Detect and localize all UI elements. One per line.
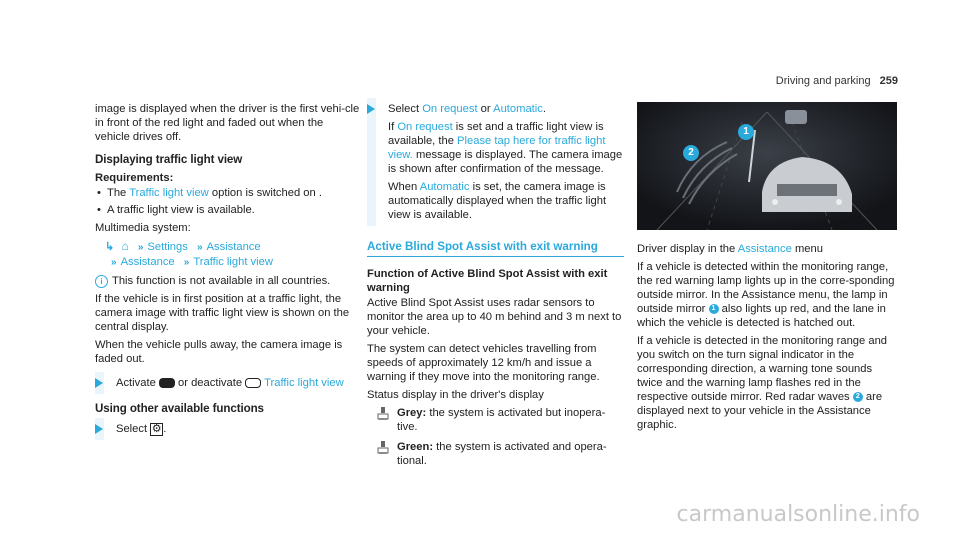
- chevron-right-icon: »: [137, 242, 144, 253]
- heading-other-functions: Using other available functions: [95, 402, 264, 415]
- para-first-position: If the vehicle is in first position at a traffic light, the camera image with traffic light view is shown on the central display.: [95, 293, 350, 333]
- info-icon: i: [95, 275, 108, 288]
- para-turn-signal: If a vehicle is detected in the monitoring range and you switch on the turn signal indicator in the corresponding direction, a warning tone sounds twice and the warning lamp flashes red in the respective outside mirror. Red radar waves 2 are displayed next to your vehicle in the Assistance graphic.: [637, 335, 888, 431]
- heading-requirements: Requirements:: [95, 172, 174, 184]
- status-green: Green: the system is activated and opera-tional.: [377, 440, 624, 468]
- home-icon[interactable]: ⌂: [121, 239, 129, 253]
- return-arrow-icon: ↳: [105, 241, 115, 253]
- image-caption: Driver display in the Assistance menu: [637, 243, 823, 255]
- callout-badge-1: 1: [738, 124, 754, 140]
- status-grey: Grey: the system is activated but inopera-tive.: [377, 406, 624, 434]
- chevron-right-icon: »: [183, 257, 190, 268]
- para-radar: Active Blind Spot Assist uses radar sensors to monitor the area up to 40 m behind and 3 m next to your vehicle.: [367, 297, 622, 337]
- menu-settings[interactable]: Settings: [147, 241, 188, 253]
- chevron-right-icon: »: [196, 242, 203, 253]
- driver-display-image: [637, 102, 897, 230]
- step-arrow-icon: [95, 424, 103, 434]
- automatic-ref: Automatic: [419, 181, 470, 193]
- multimedia-label: Multimedia system:: [95, 222, 191, 234]
- assistance-menu-ref: Assistance: [737, 243, 792, 255]
- on-request-ref: On request: [397, 121, 453, 133]
- please-tap-message: Please tap here for traffic light view.: [388, 135, 606, 161]
- step-bar: [367, 98, 376, 226]
- heading-function: Function of Active Blind Spot Assist with exit warning: [367, 268, 608, 294]
- status-display-label: Status display in the driver's display: [367, 389, 544, 401]
- menu-traffic-light-view[interactable]: Traffic light view: [193, 256, 273, 268]
- section-name: Driving and parking: [775, 75, 871, 87]
- step-select: Select ⚙ .: [95, 422, 360, 436]
- heading-display: Displaying traffic light view: [95, 153, 243, 166]
- para-pulls-away: When the vehicle pulls away, the camera image is faded out.: [95, 339, 343, 365]
- chevron-right-icon: »: [111, 257, 117, 268]
- inline-badge-1: 1: [709, 304, 719, 314]
- info-note: i This function is not available in all countries.: [95, 274, 360, 288]
- section-title: Active Blind Spot Assist with exit warning: [367, 240, 624, 257]
- menu-path: [105, 239, 360, 270]
- requirement-item: • The Traffic light view option is switched on .: [95, 186, 360, 200]
- step-arrow-icon: [367, 104, 375, 114]
- gear-icon[interactable]: ⚙: [151, 422, 162, 435]
- traffic-light-view-link[interactable]: Traffic light view: [129, 187, 209, 199]
- watermark: carmanualsonline.info: [676, 502, 920, 527]
- column-3: [637, 102, 899, 436]
- inline-badge-2: 2: [853, 392, 863, 402]
- page-header: [776, 75, 898, 87]
- intro-text: image is displayed when the driver is the first vehi-cle in front of the red light and faded out when the vehicle drives off.: [95, 103, 360, 143]
- option-on-request[interactable]: On request: [422, 103, 478, 115]
- requirement-item: • A traffic light view is available.: [95, 203, 360, 217]
- column-2: [367, 102, 624, 474]
- column-1: [95, 102, 360, 442]
- step-arrow-icon: [95, 378, 103, 388]
- switch-off-icon[interactable]: [245, 378, 261, 388]
- para-detected: If a vehicle is detected within the monitoring range, the red warning lamp lights up in the corre-sponding outside mirror. In the Assistance menu, the lamp in outside mirror 1 also lights up red, and the lane in which the vehicle is detected is hatched out.: [637, 261, 895, 329]
- blind-spot-illustration: [637, 102, 897, 230]
- blind-spot-status-icon: [377, 440, 389, 454]
- blind-spot-status-icon: [377, 406, 389, 420]
- menu-assistance-sub[interactable]: Assistance: [120, 256, 175, 268]
- page-number: 259: [879, 75, 898, 87]
- traffic-light-view-option[interactable]: Traffic light view: [264, 377, 344, 389]
- callout-badge-2: 2: [683, 145, 699, 161]
- switch-on-icon[interactable]: [159, 378, 175, 388]
- step-select-mode: Select On request or Automatic. If On request is set and a traffic light view is available, the Please tap here for traffic light view. message is displayed. The camera image is shown after confirmation of the message. When Automatic is set, the camera image is automatically displayed when the traffic light view is available.: [367, 102, 624, 222]
- step-activate: Activate or deactivate Traffic light view: [95, 376, 360, 390]
- para-detect: The system can detect vehicles travelling from speeds of approximately 12 km/h and issue a warning if they move into the monitoring range.: [367, 343, 600, 383]
- option-automatic[interactable]: Automatic: [493, 103, 543, 115]
- menu-assistance[interactable]: Assistance: [206, 241, 261, 253]
